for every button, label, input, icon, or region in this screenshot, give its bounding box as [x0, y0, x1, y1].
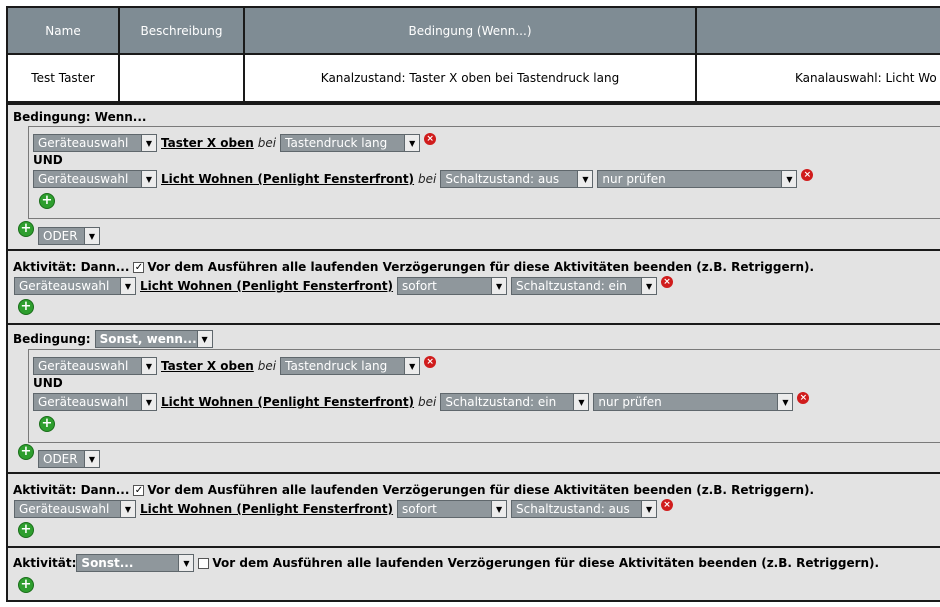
- chevron-down-icon: ▼: [178, 555, 193, 571]
- cell-description: [120, 55, 243, 101]
- condition-group: [28, 126, 940, 219]
- add-condition-icon[interactable]: +: [39, 416, 55, 432]
- activity-label: Aktivität:: [13, 556, 77, 570]
- chevron-down-icon: ▼: [120, 501, 135, 517]
- add-group-icon[interactable]: +: [18, 221, 34, 237]
- check-mode-select[interactable]: nur prüfen ▼: [597, 170, 797, 188]
- condition-panel-1: [6, 103, 940, 249]
- chevron-down-icon: ▼: [491, 501, 506, 517]
- chevron-down-icon: ▼: [84, 228, 99, 244]
- chevron-down-icon: ▼: [141, 135, 156, 151]
- cell-condition: Kanalzustand: Taster X oben bei Tastendruck lang: [245, 55, 695, 101]
- bei-label: bei: [257, 136, 277, 150]
- device-select[interactable]: Geräteauswahl ▼: [33, 357, 157, 375]
- condition-label: Bedingung: Wenn...: [13, 110, 147, 124]
- device-select[interactable]: Geräteauswahl ▼: [33, 393, 157, 411]
- timing-select[interactable]: sofort ▼: [397, 277, 507, 295]
- chevron-down-icon: ▼: [84, 451, 99, 467]
- activity-panel-1: [6, 249, 940, 323]
- cell-activity: Kanalauswahl: Licht Wo: [697, 55, 940, 101]
- retrigger-checkbox[interactable]: [198, 558, 209, 569]
- retrigger-checkbox[interactable]: ✓: [134, 261, 144, 273]
- column-header-activity: [697, 8, 940, 53]
- device-link[interactable]: Licht Wohnen (Penlight Fensterfront): [140, 279, 394, 293]
- chevron-down-icon: ▼: [641, 501, 656, 517]
- condition-panel-2: [6, 323, 940, 472]
- add-activity-icon[interactable]: +: [18, 299, 34, 315]
- trigger-select[interactable]: Tastendruck lang ▼: [280, 357, 420, 375]
- activity-label: Aktivität: Dann...: [13, 483, 130, 497]
- condition-mode-select[interactable]: Sonst, wenn... ▼: [95, 330, 213, 348]
- condition-group: [28, 349, 940, 443]
- condition-label: Bedingung:: [13, 332, 91, 346]
- and-label: UND: [33, 153, 63, 167]
- state-select[interactable]: Schaltzustand: aus ▼: [511, 500, 657, 518]
- device-link[interactable]: Taster X oben: [161, 359, 254, 373]
- device-link[interactable]: Licht Wohnen (Penlight Fensterfront): [161, 395, 415, 409]
- chevron-down-icon: ▼: [404, 135, 419, 151]
- retrigger-label: Vor dem Ausführen alle laufenden Verzögerungen für diese Aktivitäten beenden (z.B. Retriggern).: [147, 483, 815, 497]
- column-header-name: Name: [8, 8, 118, 53]
- activity-panel-2: [6, 472, 940, 546]
- device-select[interactable]: Geräteauswahl ▼: [14, 277, 136, 295]
- chevron-down-icon: ▼: [120, 278, 135, 294]
- delete-icon[interactable]: ×: [424, 133, 436, 145]
- retrigger-checkbox[interactable]: ✓: [134, 484, 144, 496]
- chevron-down-icon: ▼: [491, 278, 506, 294]
- chevron-down-icon: ▼: [141, 358, 156, 374]
- device-select[interactable]: Geräteauswahl ▼: [14, 500, 136, 518]
- add-activity-icon[interactable]: +: [18, 522, 34, 538]
- or-select[interactable]: ODER ▼: [38, 227, 100, 245]
- rule-header-table: [6, 6, 940, 103]
- bei-label: bei: [418, 395, 437, 409]
- add-group-icon[interactable]: +: [18, 444, 34, 460]
- trigger-select[interactable]: Tastendruck lang ▼: [280, 134, 420, 152]
- chevron-down-icon: ▼: [404, 358, 419, 374]
- activity-mode-select[interactable]: Sonst... ▼: [76, 554, 194, 572]
- device-select[interactable]: Geräteauswahl ▼: [33, 134, 157, 152]
- chevron-down-icon: ▼: [573, 394, 588, 410]
- cell-name: Test Taster: [8, 55, 118, 101]
- device-link[interactable]: Taster X oben: [161, 136, 254, 150]
- delete-icon[interactable]: ×: [801, 169, 813, 181]
- column-header-condition: Bedingung (Wenn...): [245, 8, 695, 53]
- delete-icon[interactable]: ×: [797, 392, 809, 404]
- check-mode-select[interactable]: nur prüfen ▼: [593, 393, 793, 411]
- or-select[interactable]: ODER ▼: [38, 450, 100, 468]
- delete-icon[interactable]: ×: [661, 276, 673, 288]
- timing-select[interactable]: sofort ▼: [397, 500, 507, 518]
- state-select[interactable]: Schaltzustand: aus ▼: [440, 170, 593, 188]
- device-select[interactable]: Geräteauswahl ▼: [33, 170, 157, 188]
- and-label: UND: [33, 376, 63, 390]
- chevron-down-icon: ▼: [141, 171, 156, 187]
- chevron-down-icon: ▼: [197, 331, 212, 347]
- delete-icon[interactable]: ×: [424, 356, 436, 368]
- column-header-description: Beschreibung: [120, 8, 243, 53]
- retrigger-label: Vor dem Ausführen alle laufenden Verzögerungen für diese Aktivitäten beenden (z.B. Retriggern).: [212, 556, 880, 570]
- add-condition-icon[interactable]: +: [39, 193, 55, 209]
- bei-label: bei: [418, 172, 437, 186]
- activity-label: Aktivität: Dann...: [13, 260, 130, 274]
- bei-label: bei: [257, 359, 277, 373]
- state-select[interactable]: Schaltzustand: ein ▼: [440, 393, 589, 411]
- chevron-down-icon: ▼: [141, 394, 156, 410]
- chevron-down-icon: ▼: [641, 278, 656, 294]
- state-select[interactable]: Schaltzustand: ein ▼: [511, 277, 657, 295]
- activity-panel-3: [6, 546, 940, 602]
- chevron-down-icon: ▼: [777, 394, 792, 410]
- add-activity-icon[interactable]: +: [18, 577, 34, 593]
- chevron-down-icon: ▼: [577, 171, 592, 187]
- device-link[interactable]: Licht Wohnen (Penlight Fensterfront): [161, 172, 415, 186]
- chevron-down-icon: ▼: [781, 171, 796, 187]
- delete-icon[interactable]: ×: [661, 499, 673, 511]
- retrigger-label: Vor dem Ausführen alle laufenden Verzögerungen für diese Aktivitäten beenden (z.B. Retriggern).: [147, 260, 815, 274]
- device-link[interactable]: Licht Wohnen (Penlight Fensterfront): [140, 502, 394, 516]
